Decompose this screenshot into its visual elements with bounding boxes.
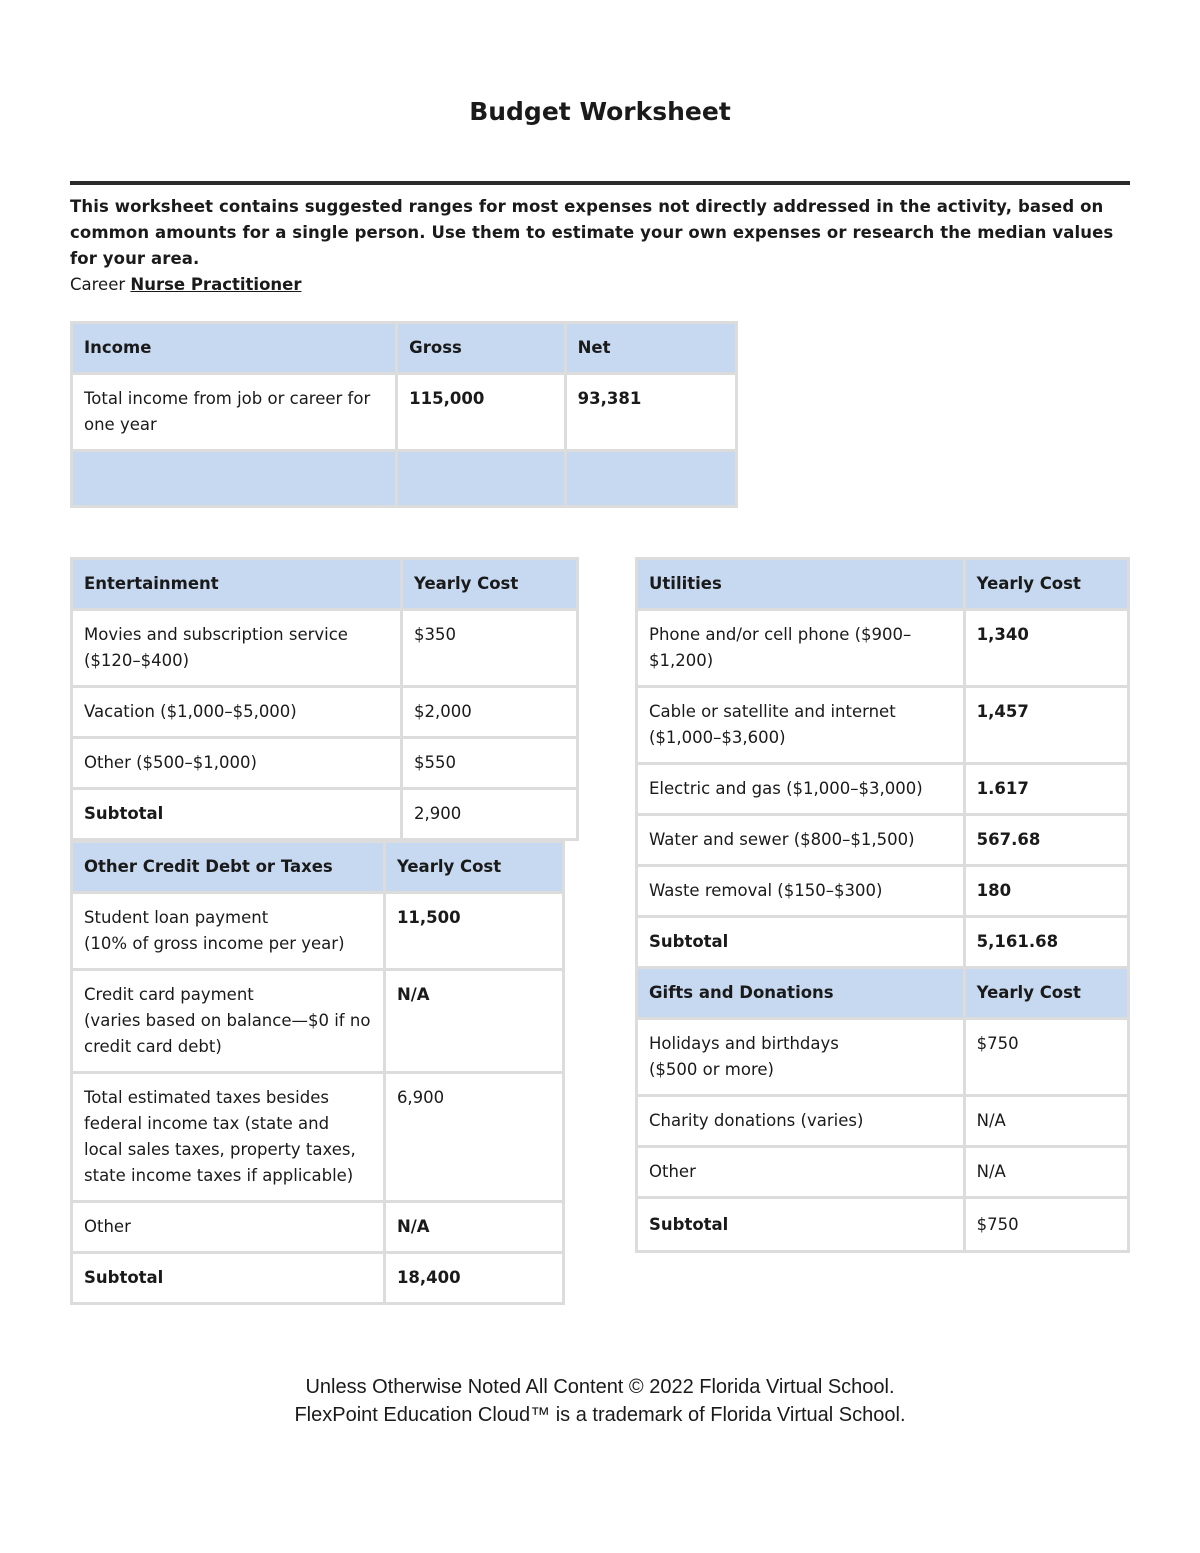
table-row	[637, 1019, 1129, 1096]
header-cell: Yearly Cost	[964, 968, 1128, 1019]
table-row	[637, 1147, 1129, 1198]
header-cell: Net	[565, 323, 736, 374]
row-label: Charity donations (varies)	[637, 1096, 965, 1147]
row-label: Cable or satellite and internet ($1,000–$3,600)	[637, 687, 965, 764]
row-cost: 1,340	[964, 610, 1128, 687]
row-label-line: (10% of gross income per year)	[84, 934, 345, 953]
empty-cell	[397, 451, 565, 507]
header-cell: Yearly Cost	[402, 559, 578, 610]
row-label-line: Credit card payment	[84, 985, 254, 1004]
income-table	[70, 321, 738, 508]
table-header-row	[72, 559, 578, 610]
row-label: Vacation ($1,000–$5,000)	[72, 687, 402, 738]
income-net: 93,381	[565, 374, 736, 451]
row-label-line: (varies based on balance—$0 if no credit card debt)	[84, 1011, 371, 1056]
row-label: Other ($500–$1,000)	[72, 738, 402, 789]
intro-text: This worksheet contains suggested ranges for most expenses not directly addressed in the activity, based on common amounts for a single person. Use them to estimate your own expenses or research the median values for your area.	[70, 197, 1114, 268]
row-cost: 11,500	[384, 893, 563, 970]
row-label-line: Holidays and birthdays	[649, 1034, 839, 1053]
row-cost: 1,457	[964, 687, 1128, 764]
row-cost: $750	[964, 1019, 1128, 1096]
row-label: Water and sewer ($800–$1,500)	[637, 815, 965, 866]
footer-line: FlexPoint Education Cloud™ is a trademark of Florida Virtual School.	[294, 1404, 906, 1426]
table-row	[637, 866, 1129, 917]
subtotal-row	[637, 1198, 1129, 1252]
row-cost: N/A	[384, 1202, 563, 1253]
row-label: Electric and gas ($1,000–$3,000)	[637, 764, 965, 815]
subtotal-row	[72, 1253, 564, 1304]
row-label-line: ($500 or more)	[649, 1060, 774, 1079]
subtotal-row	[637, 917, 1129, 968]
table-row	[72, 451, 737, 507]
footer-line: Unless Otherwise Noted All Content © 2022 Florida Virtual School.	[305, 1376, 895, 1398]
table-row	[72, 610, 578, 687]
header-cell: Utilities	[637, 559, 965, 610]
title-divider	[70, 181, 1130, 185]
table-row	[72, 738, 578, 789]
subtotal-row	[72, 789, 578, 840]
subtotal-label: Subtotal	[72, 1253, 385, 1304]
subtotal-value: 2,900	[402, 789, 578, 840]
row-label: Other	[637, 1147, 965, 1198]
table-row	[637, 764, 1129, 815]
empty-cell	[565, 451, 736, 507]
table-row	[72, 1202, 564, 1253]
row-cost: $550	[402, 738, 578, 789]
row-label	[637, 1019, 965, 1096]
page-title: Budget Worksheet	[469, 97, 731, 126]
row-label: Total estimated taxes besides federal income tax (state and local sales taxes, property taxes, state income taxes if applicable)	[72, 1073, 385, 1202]
header-cell: Gifts and Donations	[637, 968, 965, 1019]
row-label-line: Student loan payment	[84, 908, 269, 927]
row-label: Phone and/or cell phone ($900–$1,200)	[637, 610, 965, 687]
header-cell: Other Credit Debt or Taxes	[72, 842, 385, 893]
row-label: Movies and subscription service ($120–$400)	[72, 610, 402, 687]
table-row	[72, 970, 564, 1073]
credit-table	[70, 840, 565, 1305]
table-row	[637, 610, 1129, 687]
gifts-header-row	[637, 968, 1129, 1019]
empty-cell	[72, 451, 397, 507]
row-label	[72, 893, 385, 970]
row-cost: $350	[402, 610, 578, 687]
subtotal-value: $750	[964, 1198, 1128, 1252]
row-cost: N/A	[384, 970, 563, 1073]
row-cost: 6,900	[384, 1073, 563, 1202]
utilities-table	[635, 557, 1130, 1253]
row-cost: 1.617	[964, 764, 1128, 815]
copyright-footer	[0, 1373, 1200, 1429]
table-row	[72, 893, 564, 970]
income-label: Total income from job or career for one year	[72, 374, 397, 451]
header-cell: Income	[72, 323, 397, 374]
table-header-row	[72, 323, 737, 374]
row-cost: N/A	[964, 1096, 1128, 1147]
table-row	[637, 687, 1129, 764]
table-header-row	[637, 559, 1129, 610]
row-label: Waste removal ($150–$300)	[637, 866, 965, 917]
table-row	[72, 1073, 564, 1202]
entertainment-table	[70, 557, 579, 841]
row-label: Other	[72, 1202, 385, 1253]
row-label	[72, 970, 385, 1073]
header-cell: Yearly Cost	[384, 842, 563, 893]
header-cell: Entertainment	[72, 559, 402, 610]
income-gross: 115,000	[397, 374, 565, 451]
career-label: Career	[70, 275, 126, 294]
row-cost: $2,000	[402, 687, 578, 738]
subtotal-label: Subtotal	[637, 917, 965, 968]
header-cell: Yearly Cost	[964, 559, 1128, 610]
row-cost: N/A	[964, 1147, 1128, 1198]
row-cost: 567.68	[964, 815, 1128, 866]
subtotal-label: Subtotal	[637, 1198, 965, 1252]
career-value: Nurse Practitioner	[130, 275, 302, 294]
subtotal-value: 18,400	[384, 1253, 563, 1304]
subtotal-label: Subtotal	[72, 789, 402, 840]
header-cell: Gross	[397, 323, 565, 374]
table-header-row	[72, 842, 564, 893]
table-row	[72, 374, 737, 451]
table-row	[637, 1096, 1129, 1147]
subtotal-value: 5,161.68	[964, 917, 1128, 968]
career-line	[70, 273, 301, 297]
table-row	[72, 687, 578, 738]
row-cost: 180	[964, 866, 1128, 917]
table-row	[637, 815, 1129, 866]
